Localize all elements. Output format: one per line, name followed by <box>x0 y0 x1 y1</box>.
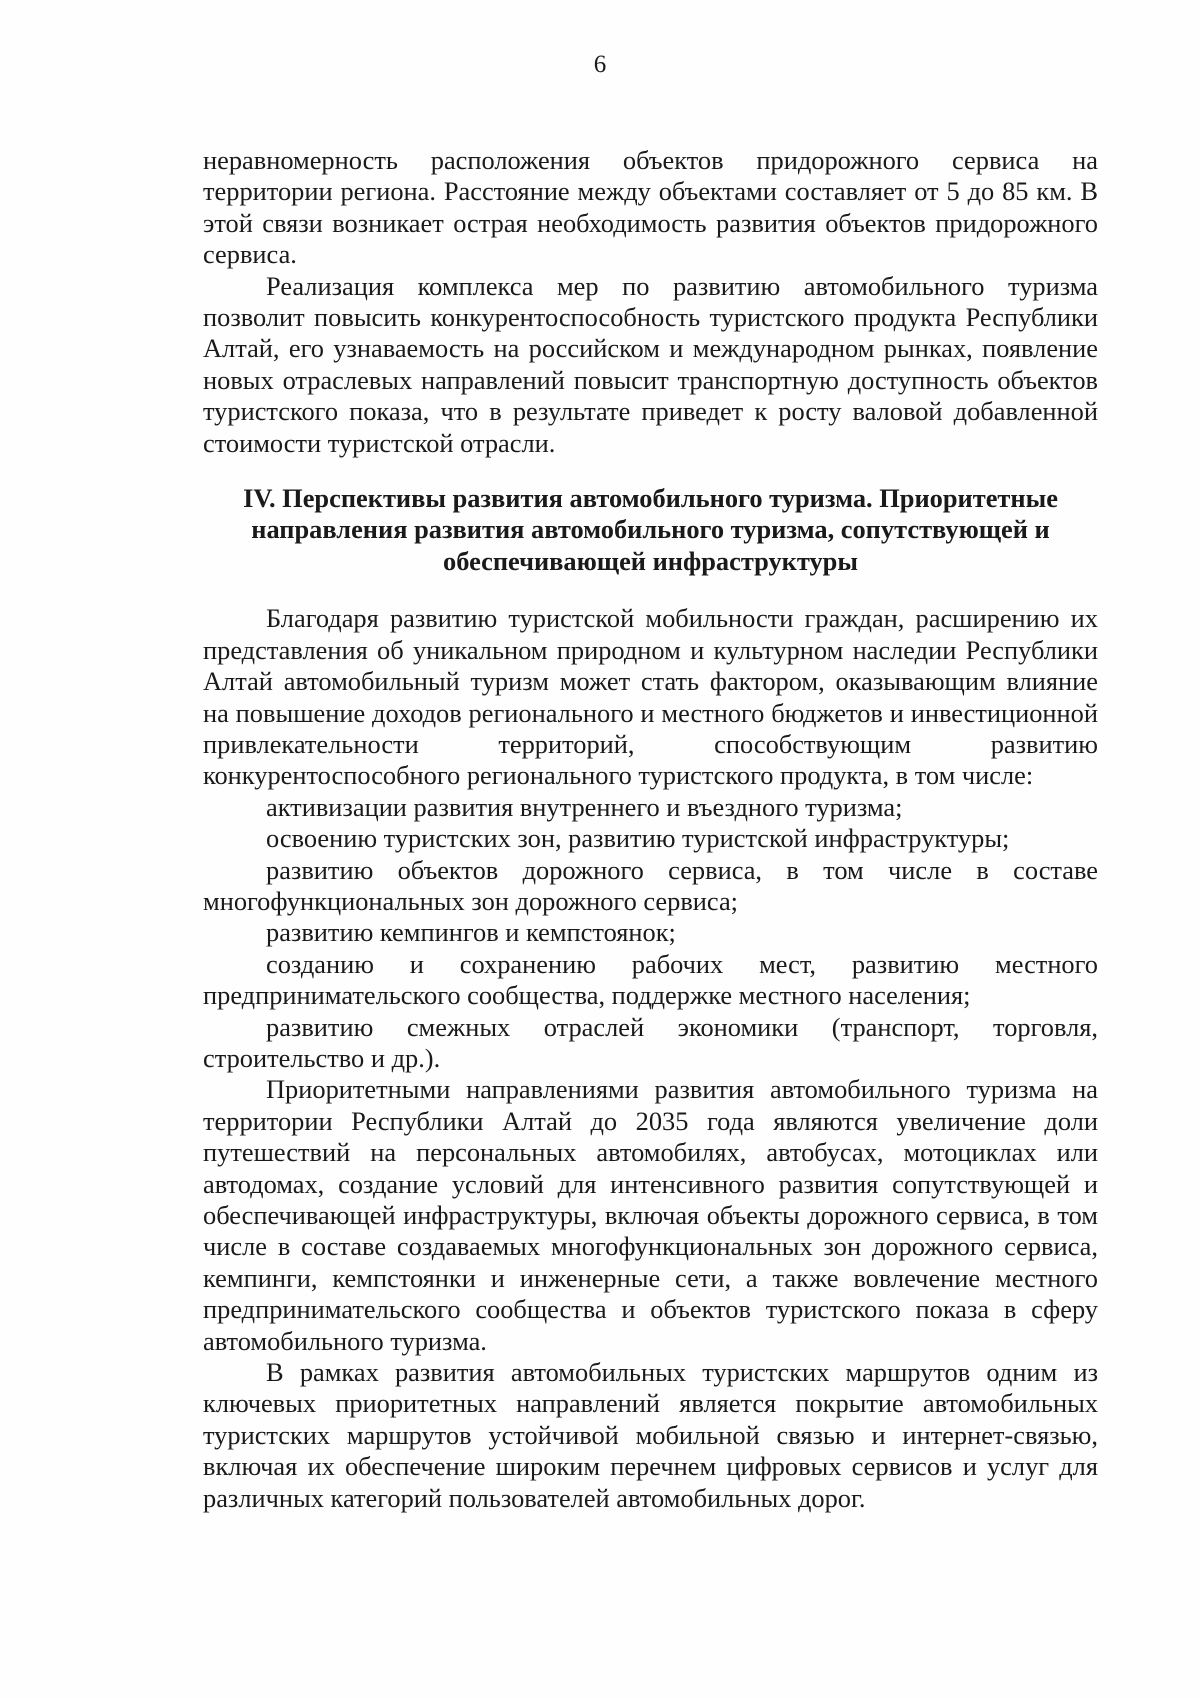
paragraph: неравномерность расположения объектов придорожного сервиса на территории региона. Расстояние между объектами составляет от 5 до 85 км. В этой связи возникает острая необходимость развития объектов придорожного сервиса. <box>203 145 1098 270</box>
paragraph: Приоритетными направлениями развития автомобильного туризма на территории Республики Алтай до 2035 года являются увеличение доли путешествий на персональных автомобилях, автобусах, мотоциклах или автодомах, создание условий для интенсивного развития сопутствующей и обеспечивающей инфраструктуры, включая объекты дорожного сервиса, в том числе в составе создаваемых многофункциональных зон дорожного сервиса, кемпинги, кемпстоянки и инженерные сети, а также вовлечение местного предпринимательского сообщества и объектов туристского показа в сферу автомобильного туризма. <box>203 1074 1098 1356</box>
section-heading-line: IV. Перспективы развития автомобильного туризма. Приоритетные <box>243 483 1058 514</box>
list-item: созданию и сохранению рабочих мест, развитию местного предпринимательского сообщества, поддержке местного населения; <box>203 948 1098 1011</box>
page-number: 6 <box>593 51 607 78</box>
section-heading-line: направления развития автомобильного туризма, сопутствующей и <box>251 514 1050 545</box>
paragraph: Реализация комплекса мер по развитию автомобильного туризма позволит повысить конкурентоспособность туристского продукта Республики Алтай, его узнаваемость на российском и международном рынках, появление новых отраслевых направлений повысит транспортную доступность объектов туристского показа, что в результате приведет к росту валовой добавленной стоимости туристской отрасли. <box>203 270 1098 458</box>
list-item: развитию объектов дорожного сервиса, в том числе в составе многофункциональных зон дорожного сервиса; <box>203 854 1098 916</box>
document-body <box>203 145 1098 1514</box>
list-item: развитию кемпингов и кемпстоянок; <box>266 917 676 948</box>
list-item: активизации развития внутреннего и въездного туризма; <box>266 791 903 822</box>
list-item: освоению туристских зон, развитию туристской инфраструктуры; <box>266 823 1010 854</box>
paragraph: Благодаря развитию туристской мобильности граждан, расширению их представления об уникальном природном и культурном наследии Республики Алтай автомобильный туризм может стать фактором, оказывающим влияние на повышение доходов регионального и местного бюджетов и инвестиционной привлекательности территорий, способствующим развитию конкурентоспособного регионального туристского продукта, в том числе: <box>203 603 1098 791</box>
paragraph: В рамках развития автомобильных туристских маршрутов одним из ключевых приоритетных направлений является покрытие автомобильных туристских маршрутов устойчивой мобильной связью и интернет-связью, включая их обеспечение широким перечнем цифровых сервисов и услуг для различных категорий пользователей автомобильных дорог. <box>203 1357 1098 1513</box>
section-heading-line: обеспечивающей инфраструктуры <box>443 545 858 576</box>
list-item: развитию смежных отраслей экономики (транспорт, торговля, строительство и др.). <box>203 1011 1098 1073</box>
section-heading <box>203 483 1098 577</box>
